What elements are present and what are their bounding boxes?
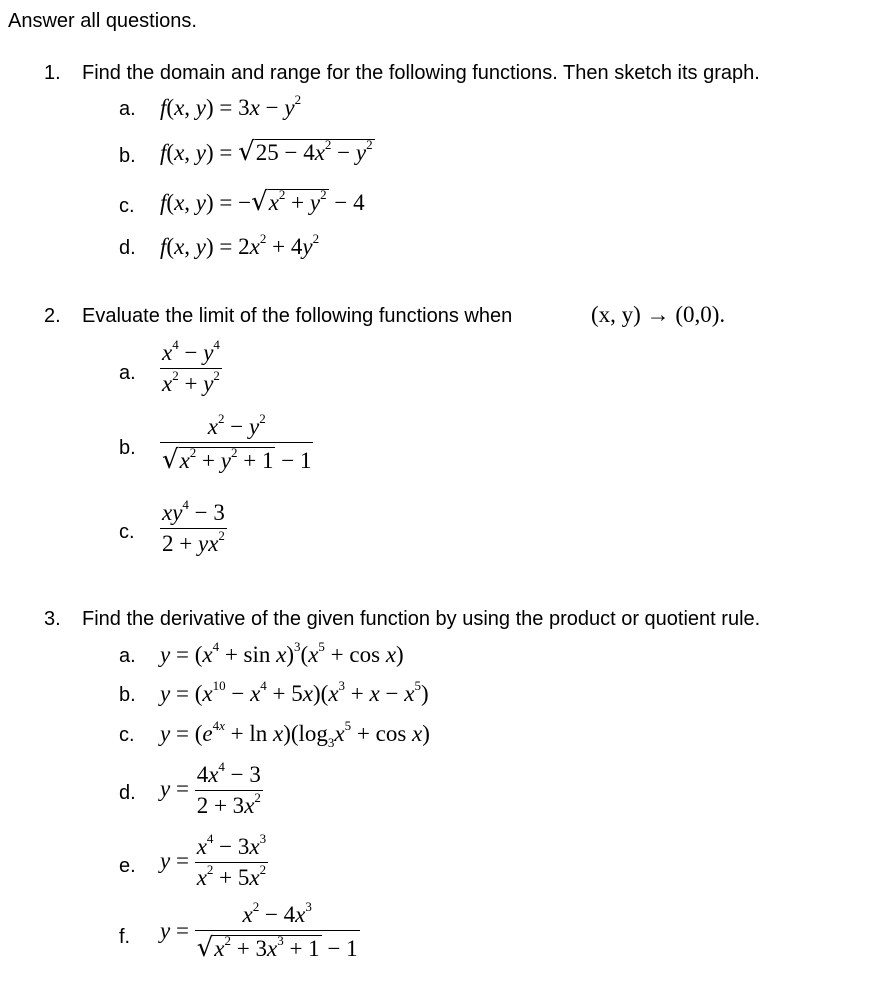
q2-part-a-expression: $\frac{x^4 - y^4}{x^2 + y^2}$	[162, 337, 220, 396]
q1-part-c-label: c.	[119, 195, 135, 217]
q1-part-b-label: b.	[119, 145, 136, 167]
q3-part-b-label: b.	[119, 684, 136, 706]
q1-part-d-label: d.	[119, 237, 136, 259]
q2-part-b-expression: $\frac{x^2 - y^2}{√x^2 + y^2 + 1 - 1}$	[162, 411, 312, 475]
q3-part-c-expression: $y = (e^{4x} + \ln x)(\log_3x^5 + \cos x)$	[160, 718, 430, 750]
q3-part-e-expression: y = $\frac{x^4 - 3x^3}{x^2 + 5x^2}$	[160, 831, 267, 890]
page-heading: Answer all questions.	[8, 10, 197, 32]
q3-part-a-expression: $y = (x^4 + \sin x)^3(x^5 + \cos x)$	[160, 639, 404, 667]
q2-part-b-label: b.	[119, 437, 136, 459]
question-2-text: Evaluate the limit of the following functions when	[82, 305, 513, 327]
q3-part-c-label: c.	[119, 724, 135, 746]
q3-part-d-expression: y = $\frac{4x^4 - 3}{2 + 3x^2}$	[160, 759, 261, 818]
q1-part-b-expression: f(x, $y) = √25 - 4x^2 - y^2$	[160, 137, 373, 167]
q2-part-a-label: a.	[119, 362, 136, 384]
question-2-number: 2.	[44, 305, 61, 327]
q1-part-a-expression: f(x, $y) = 3x - y^2$	[160, 92, 302, 120]
question-2-limit-point: (x, y) → (0,0).	[591, 302, 726, 327]
q3-part-f-expression: y = $\frac{x^2 - 4x^3}{√x^2 + 3x^3 + 1 - 1}$	[160, 899, 358, 963]
question-1-text: Find the domain and range for the following functions. Then sketch its graph.	[82, 62, 760, 84]
q2-part-c-expression: $\frac{xy^4 - 3}{2 + yx^2}$	[162, 497, 225, 556]
q3-part-b-expression: $y = (x^{10} - x^4 + 5x)(x^3 + x - x^5)$	[160, 678, 429, 706]
q1-part-a-label: a.	[119, 98, 136, 120]
question-3-number: 3.	[44, 608, 61, 630]
question-1-number: 1.	[44, 62, 61, 84]
q2-part-c-label: c.	[119, 521, 135, 543]
q1-part-c-expression: f(x, $y) = -√x^2 + y^2 - 4$	[160, 187, 365, 217]
q3-part-a-label: a.	[119, 645, 136, 667]
q3-part-f-label: f.	[119, 926, 131, 948]
question-3-text: Find the derivative of the given function by using the product or quotient rule.	[82, 608, 761, 630]
q3-part-d-label: d.	[119, 782, 136, 804]
q1-part-d-expression: f(x, $y) = 2x^2 + 4y^2$	[160, 231, 320, 259]
q3-part-e-label: e.	[119, 855, 136, 877]
